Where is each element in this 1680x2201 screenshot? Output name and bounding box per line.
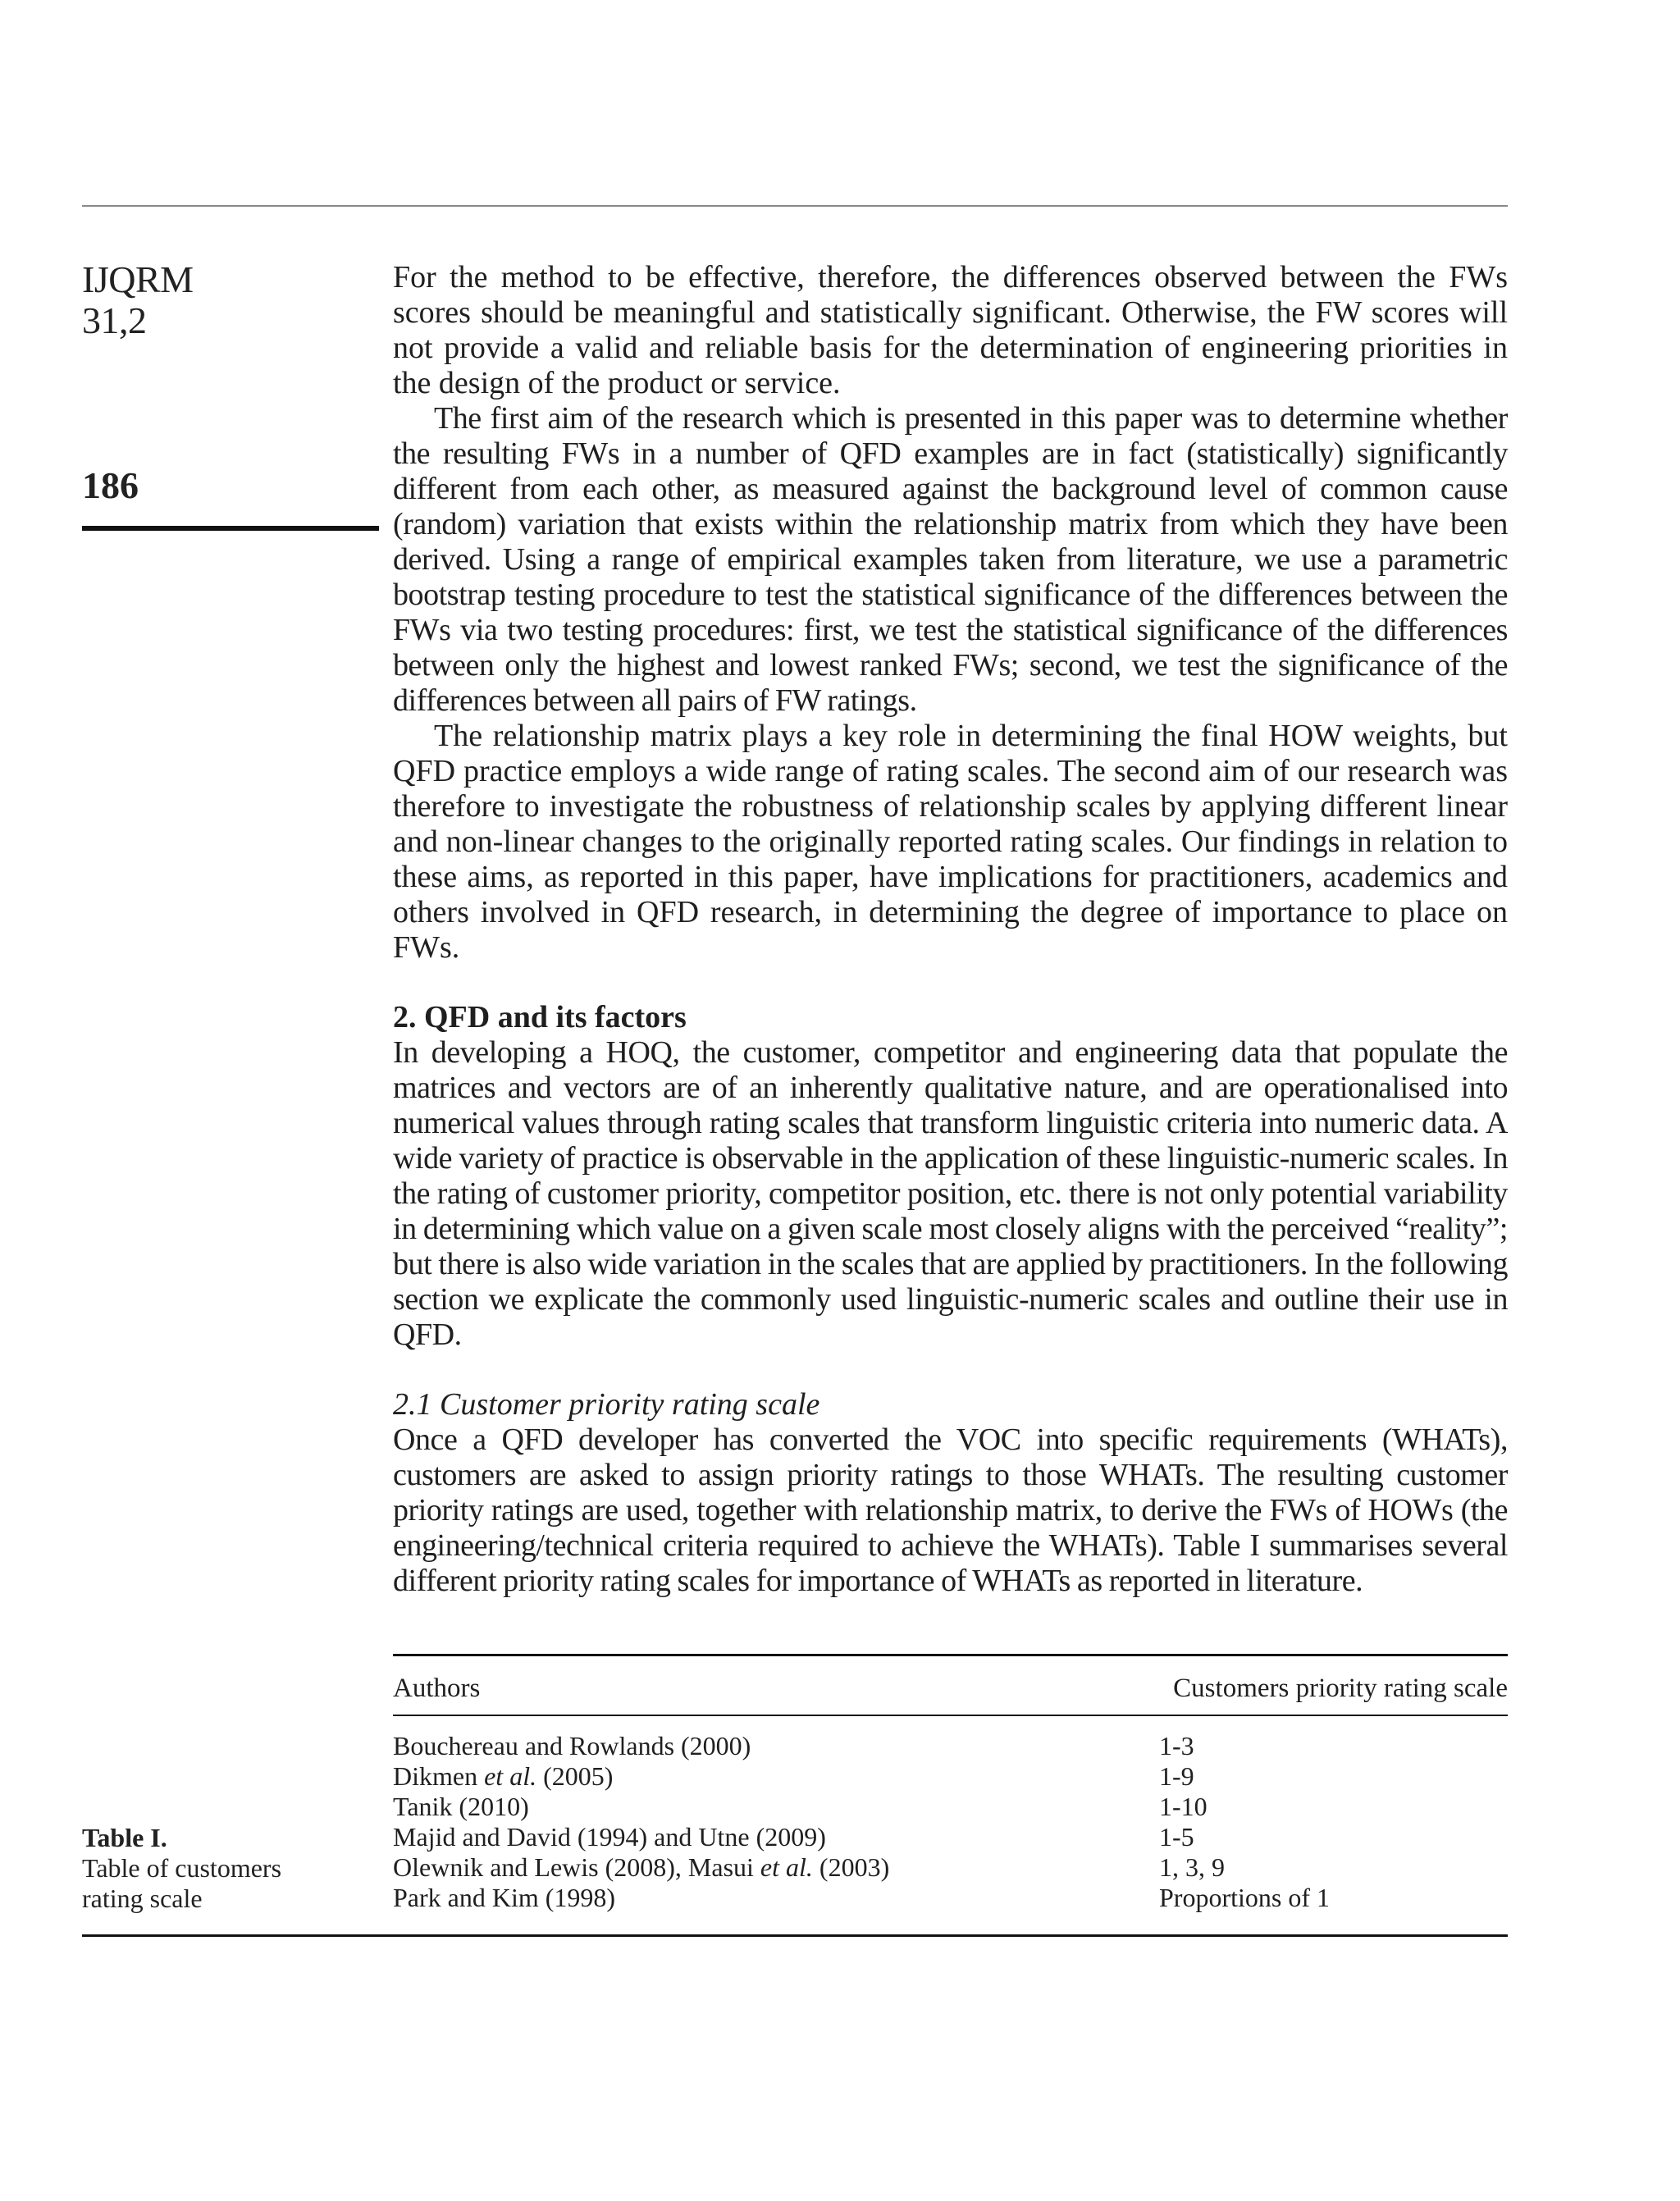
- table-cell-author: Tanik (2010): [393, 1792, 529, 1821]
- journal-volume: 31,2: [82, 299, 147, 341]
- table-row: [393, 1761, 1508, 1792]
- table-cell-author: Park and Kim (1998): [393, 1883, 616, 1912]
- page-number-rule: [82, 526, 379, 531]
- table-cell-author: Majid and David (1994) and Utne (2009): [393, 1822, 826, 1852]
- table-cell-scale: 1-10: [1159, 1792, 1208, 1821]
- table-cell-scale: Proportions of 1: [1159, 1883, 1330, 1912]
- table-body: [393, 1731, 1508, 1913]
- subsection-heading: 2.1 Customer priority rating scale: [393, 1387, 820, 1422]
- table-row: [393, 1822, 1508, 1852]
- table-caption-text: Table of customers: [82, 1853, 282, 1883]
- table-cell-author: Bouchereau and Rowlands (2000): [393, 1731, 751, 1760]
- table-header-authors: Authors: [393, 1674, 481, 1703]
- table-cell-author: Olewnik and Lewis (2008), Masui et al. (2003): [393, 1852, 890, 1882]
- table-row: [393, 1731, 1508, 1761]
- body-text: [393, 260, 1508, 1599]
- table-cell-scale: 1, 3, 9: [1159, 1852, 1225, 1882]
- table-cell-scale: 1-9: [1159, 1761, 1194, 1791]
- header-rule: [82, 205, 1508, 207]
- table-caption-text: rating scale: [82, 1884, 203, 1913]
- table-cell-author: Dikmen et al. (2005): [393, 1761, 614, 1791]
- paragraph: For the method to be effective, therefore, the differences observed between the FWs scores should be meaningful and statistically significant. Otherwise, the FW scores will not provide a valid and reliable basis for the determination of engineering priorities in the design of the product or service.: [393, 260, 1508, 400]
- page-number: 186: [82, 464, 139, 506]
- table-row: [393, 1792, 1508, 1822]
- table-caption-label: Table I.: [82, 1823, 167, 1852]
- journal-name: IJQRM: [82, 258, 194, 300]
- table-header-scale: Customers priority rating scale: [1173, 1674, 1508, 1703]
- table-cell-scale: 1-5: [1159, 1822, 1194, 1852]
- paragraph: Once a QFD developer has converted the VOC into specific requirements (WHATs), customers are asked to assign priority ratings to those WHATs. The resulting customer priority ratings are used, together with relationship matrix, to derive the FWs of HOWs (the engineering/technical criteria required to achieve the WHATs). Table I summarises several different priority rating scales for importance of WHATs as reported in literature.: [393, 1422, 1508, 1598]
- table-top-rule: [393, 1654, 1508, 1656]
- table-caption: [82, 1823, 281, 1914]
- paragraph: In developing a HOQ, the customer, competitor and engineering data that populate the matrices and vectors are of an inherently qualitative nature, and are operationalised into numerical values through rating scales that transform linguistic criteria into numeric data. A wide variety of practice is observable in the application of these linguistic-numeric scales. In the rating of customer priority, competitor position, etc. there is not only potential variability in determining which value on a given scale most closely aligns with the perceived “reality”; but there is also wide variation in the scales that are applied by practitioners. In the following section we explicate the commonly used linguistic-numeric scales and outline their use in QFD.: [393, 1035, 1508, 1352]
- journal-id: [82, 259, 194, 341]
- table-header-rule: [393, 1715, 1508, 1716]
- paragraph: The first aim of the research which is presented in this paper was to determine whether the resulting FWs in a number of QFD examples are in fact (statistically) significantly different from each other, as measured against the background level of common cause (random) variation that exists within the relationship matrix from which they have been derived. Using a range of empirical examples taken from literature, we use a parametric bootstrap testing procedure to test the statistical significance of the differences between the FWs via two testing procedures: first, we test the statistical significance of the differences between only the highest and lowest ranked FWs; second, we test the significance of the differences between all pairs of FW ratings.: [393, 401, 1508, 718]
- section-heading: 2. QFD and its factors: [393, 1000, 687, 1034]
- table-row: [393, 1852, 1508, 1883]
- table-row: [393, 1883, 1508, 1913]
- table-bottom-rule: [82, 1934, 1508, 1937]
- table-cell-scale: 1-3: [1159, 1731, 1194, 1760]
- paragraph: The relationship matrix plays a key role in determining the final HOW weights, but QFD practice employs a wide range of rating scales. The second aim of our research was therefore to investigate the robustness of relationship scales by applying different linear and non-linear changes to the originally reported rating scales. Our findings in relation to these aims, as reported in this paper, have implications for practitioners, academics and others involved in QFD research, in determining the degree of importance to place on FWs.: [393, 719, 1508, 965]
